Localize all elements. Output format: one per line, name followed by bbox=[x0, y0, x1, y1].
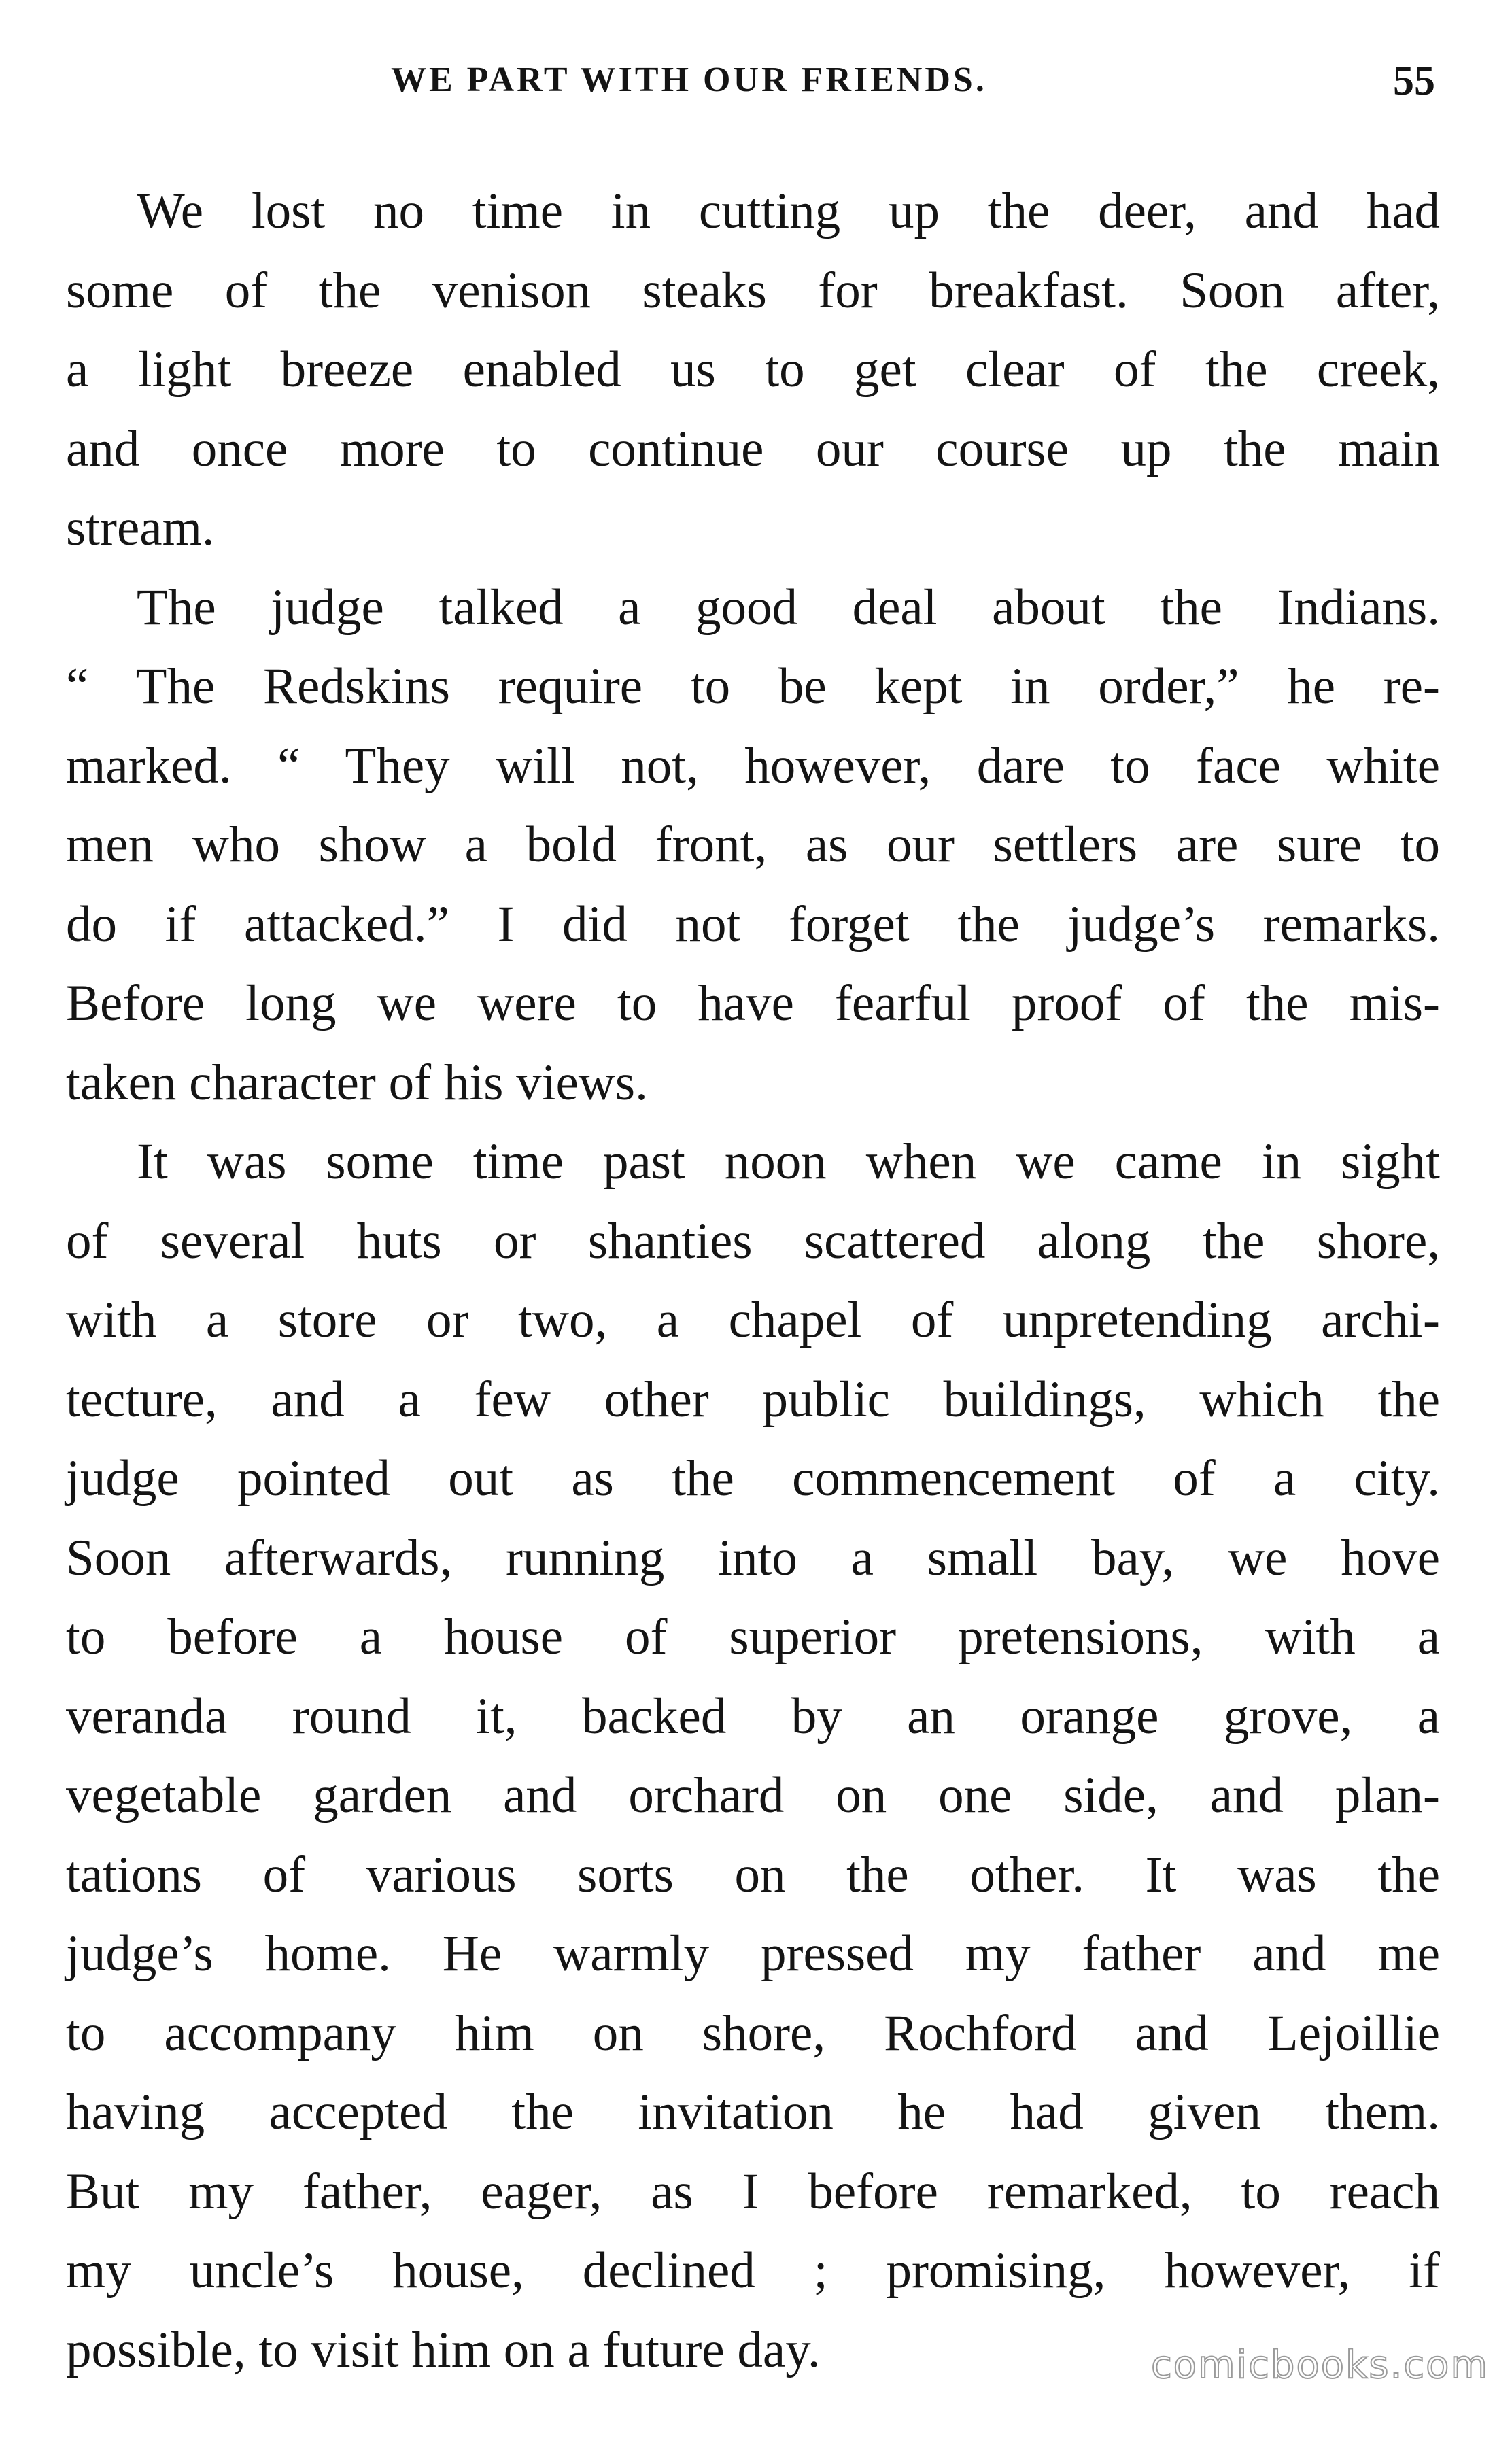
text-line: my uncle’s house, declined ; promising, however, if bbox=[66, 2242, 1440, 2299]
text-line: with a store or two, a chapel of unpretending archi- bbox=[66, 1292, 1440, 1348]
text-line: judge pointed out as the commencement of a city. bbox=[66, 1450, 1440, 1507]
text-line: We lost no time in cutting up the deer, and had bbox=[137, 183, 1440, 239]
text-line: possible, to visit him on a future day. bbox=[66, 2321, 821, 2378]
body-text bbox=[66, 172, 1440, 2390]
text-line: to accompany him on shore, Rochford and Lejoillie bbox=[66, 2004, 1440, 2061]
text-line: a light breeze enabled us to get clear of the creek, bbox=[66, 341, 1440, 398]
text-line: men who show a bold front, as our settlers are sure to bbox=[66, 817, 1440, 873]
text-line: having accepted the invitation he had given them. bbox=[66, 2084, 1440, 2140]
text-line: taken character of his views. bbox=[66, 1054, 648, 1111]
text-line: to before a house of superior pretensions, with a bbox=[66, 1609, 1440, 1665]
text-line: some of the venison steaks for breakfast. Soon after, bbox=[66, 262, 1440, 319]
text-line: “ The Redskins require to be kept in order,” he re- bbox=[66, 658, 1440, 715]
text-line: do if attacked.” I did not forget the judge’s remarks. bbox=[66, 895, 1440, 953]
running-head-title: WE PART WITH OUR FRIENDS. bbox=[391, 61, 987, 99]
text-line: The judge talked a good deal about the Indians. bbox=[137, 579, 1440, 636]
text-line: marked. “ They will not, however, dare to face white bbox=[66, 737, 1440, 794]
watermark: comicbooks.com bbox=[1150, 2343, 1489, 2387]
text-line: Soon afterwards, running into a small bay, we hove bbox=[66, 1529, 1440, 1586]
text-line: Before long we were to have fearful proof of the mis- bbox=[66, 975, 1440, 1031]
running-head bbox=[391, 60, 1435, 114]
text-line: judge’s home. He warmly pressed my father and me bbox=[66, 1926, 1440, 1982]
page-number: 55 bbox=[1393, 58, 1435, 104]
text-line: It was some time past noon when we came in sight bbox=[137, 1133, 1440, 1190]
text-line: stream. bbox=[66, 500, 215, 556]
text-line: of several huts or shanties scattered along the shore, bbox=[66, 1212, 1440, 1269]
text-line: vegetable garden and orchard on one side, and plan- bbox=[66, 1767, 1440, 1824]
text-line: tecture, and a few other public buildings, which the bbox=[66, 1371, 1440, 1428]
text-line: But my father, eager, as I before remarked, to reach bbox=[66, 2163, 1440, 2220]
text-line: and once more to continue our course up the main bbox=[66, 420, 1440, 477]
text-line: veranda round it, backed by an orange grove, a bbox=[66, 1688, 1440, 1745]
text-line: tations of various sorts on the other. It was the bbox=[66, 1846, 1440, 1903]
